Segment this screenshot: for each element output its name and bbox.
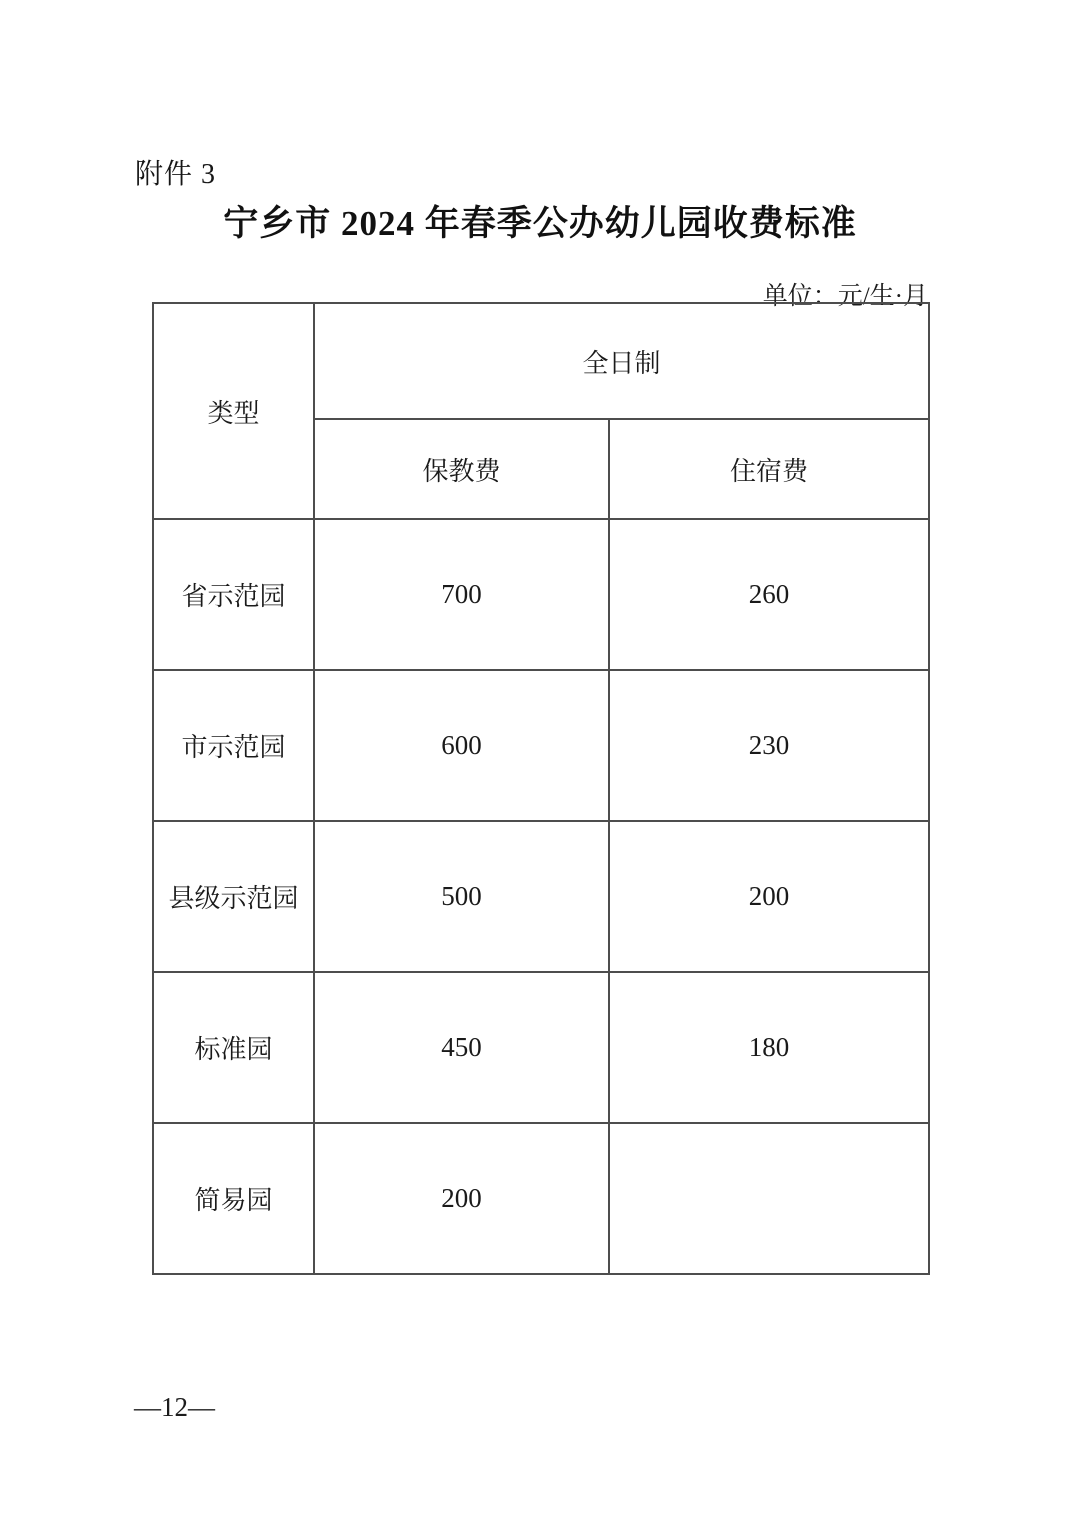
header-cell-tuition: 保教费 — [314, 419, 609, 519]
table-row — [153, 519, 929, 670]
cell-lodging: 200 — [609, 821, 929, 972]
cell-type: 市示范园 — [153, 670, 314, 821]
cell-lodging: 230 — [609, 670, 929, 821]
header-cell-full-day: 全日制 — [314, 303, 929, 419]
table-row — [153, 821, 929, 972]
cell-tuition: 600 — [314, 670, 609, 821]
cell-type: 省示范园 — [153, 519, 314, 670]
fee-table — [152, 302, 930, 1275]
page-title: 宁乡市 2024 年春季公办幼儿园收费标准 — [223, 204, 857, 243]
unit-note: 单位：元/生·月 — [762, 283, 928, 310]
table-header-row-1 — [153, 303, 929, 419]
cell-lodging: 260 — [609, 519, 929, 670]
cell-tuition: 700 — [314, 519, 609, 670]
cell-lodging — [609, 1123, 929, 1274]
header-cell-type: 类型 — [153, 303, 314, 519]
page-number: —12— — [134, 1392, 215, 1422]
cell-tuition: 450 — [314, 972, 609, 1123]
cell-tuition: 200 — [314, 1123, 609, 1274]
table-row — [153, 972, 929, 1123]
header-cell-lodging: 住宿费 — [609, 419, 929, 519]
cell-lodging: 180 — [609, 972, 929, 1123]
cell-type: 县级示范园 — [153, 821, 314, 972]
cell-tuition: 500 — [314, 821, 609, 972]
cell-type: 标准园 — [153, 972, 314, 1123]
table-row — [153, 670, 929, 821]
table-row — [153, 1123, 929, 1274]
cell-type: 简易园 — [153, 1123, 314, 1274]
attachment-label: 附件 3 — [135, 159, 217, 190]
